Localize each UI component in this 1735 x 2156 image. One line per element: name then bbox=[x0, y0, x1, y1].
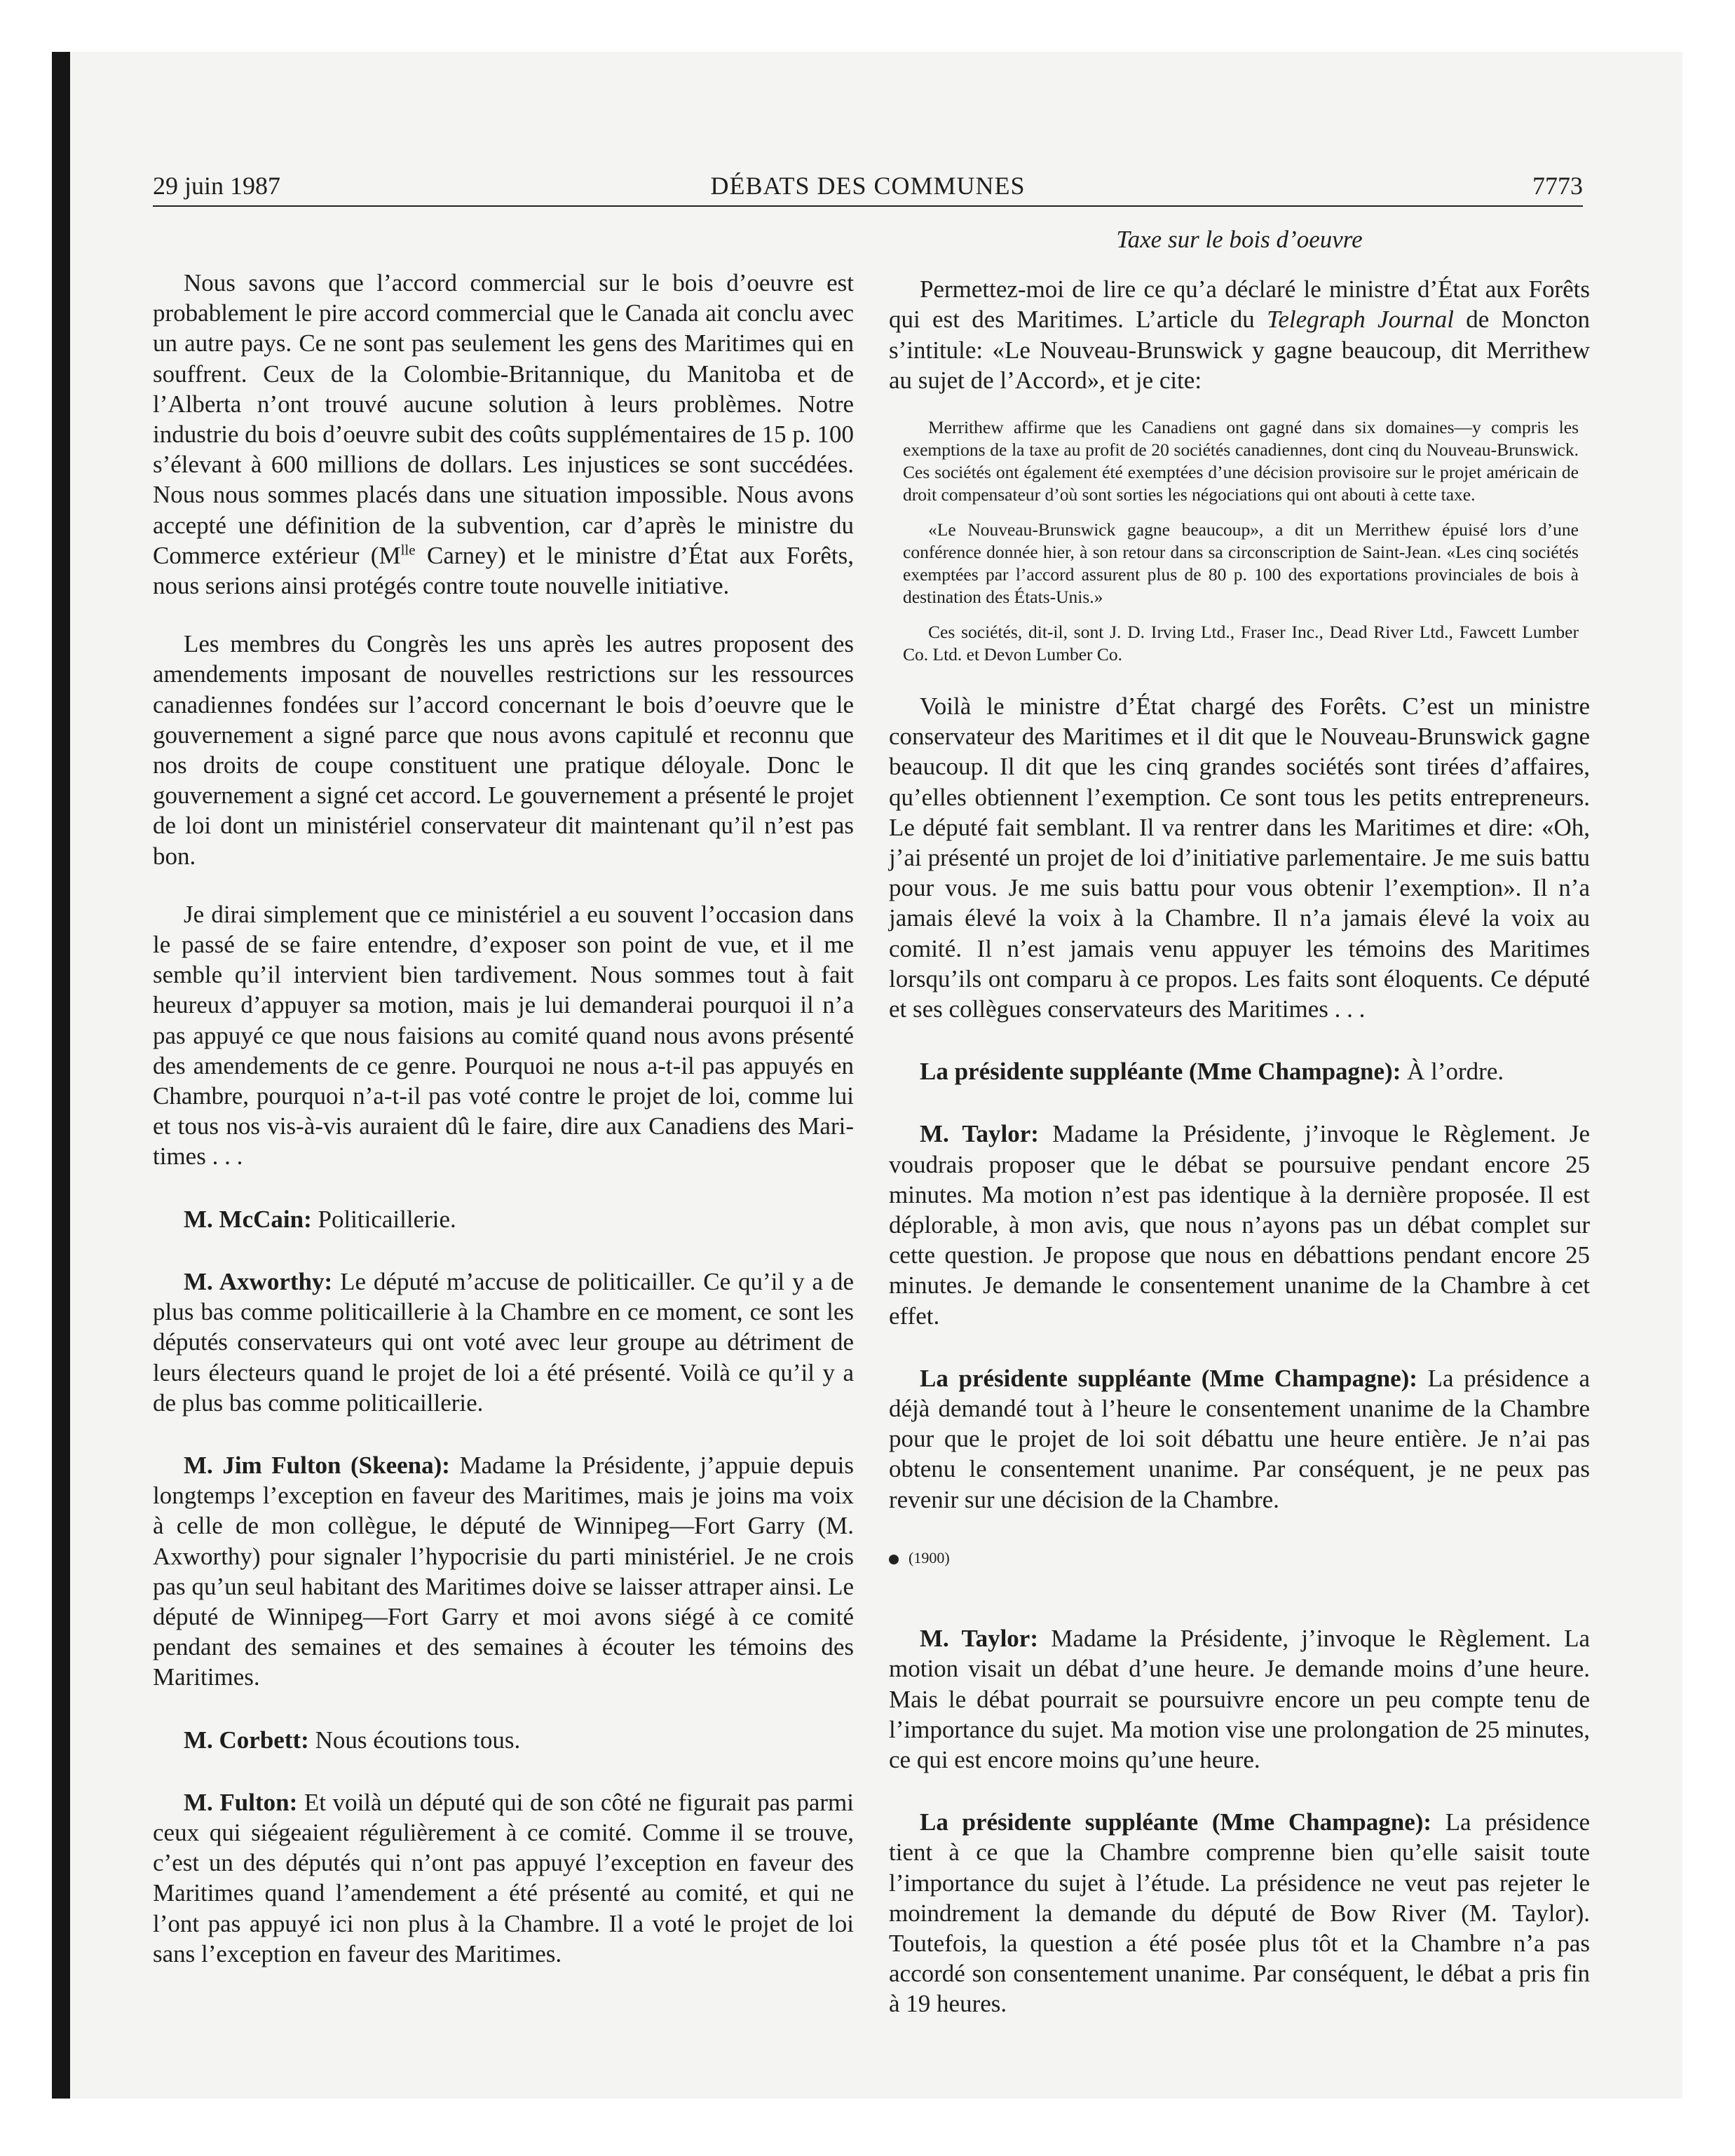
header-page-number: 7773 bbox=[1532, 172, 1583, 200]
speech: M. Axworthy: Le député m’accuse de politicailler. Ce qu’il y a de plus bas comme politicaillerie à la Chambre en ce moment, ce sont les députés conservateurs qui ont voté avec leur groupe au détriment de leurs électeurs quand le projet de loi a été présenté. Voilà ce qu’il y a de plus bas comme politicaillerie. bbox=[153, 1267, 854, 1417]
speech: La présidente suppléante (Mme Champagne): La présidence tient à ce que la Chambre comprenne bien qu’elle saisit toute l’importance du sujet à l’étude. La présidence ne veut pas rejeter le moindrement la demande du député de Bow River (M. Taylor). Toutefois, la question a été posée plus tôt et la Chambre n’a pas accordé son consentement unanime. Par conséquent, le débat a pris fin à 19 heures. bbox=[889, 1808, 1590, 2018]
speech: La présidente suppléante (Mme Champagne): La présidence a déjà demandé tout à l’heure le consentement unanime de la Chambre pour que le projet de loi soit débattu une heure entière. Je n’ai pas obtenu le consentement unanime. Par conséquent, je ne peux pas revenir sur une décision de la Chambre. bbox=[889, 1364, 1590, 1513]
speech: M. Jim Fulton (Skeena): Madame la Présidente, j’appuie depuis longtemps l’exception en faveur des Maritimes, mais je joins ma voix à celle de mon collègue, le député de Winnipeg—Fort Garry (M. Axworthy) pour signaler l’hypocrisie du parti ministériel. Je ne crois pas qu’un seul habitant des Maritimes doive se laisser attraper ainsi. Le député de Winnipeg—Fort Garry et moi avons siégé à ce comité pendant des semaines et des semaines à écouter les témoins des Maritimes. bbox=[153, 1451, 854, 1691]
right-column bbox=[889, 224, 1590, 2047]
paragraph: Permettez-moi de lire ce qu’a déclaré le ministre d’État aux Forêts qui est des Maritimes. L’article du Telegraph Journal de Moncton s’intitule: «Le Nouveau-Brunswick y gagne beaucoup, dit Merrithew au sujet de l’Accord», et je cite: bbox=[889, 275, 1590, 394]
speech: La présidente suppléante (Mme Champagne): À l’ordre. bbox=[920, 1058, 1504, 1086]
speaker-name: M. Fulton: bbox=[184, 1788, 298, 1816]
paragraph: Je dirai simplement que ce ministériel a eu souvent l’occasion dans le passé de se faire entendre, d’exposer son point de vue, et il me semble qu’il intervient bien tardivement. Nous sommes tout à fait heureux d’appuyer sa motion, mais je lui demanderai pourquoi il n’a pas appuyé ce que nous faisions au comité quand nous avons présenté des amendements de ce genre. Pourquoi ne nous a-t-il pas appuyés en Chambre, pourquoi n’a-t-il pas voté contre le projet de loi, comme lui et tous nos vis-à-vis auraient dû le faire, dire aux Canadiens des Maritimes . . . bbox=[153, 900, 854, 1171]
timestamp: (1900) bbox=[889, 1543, 1590, 1573]
section-title: Taxe sur le bois d’oeuvre bbox=[1116, 226, 1363, 253]
speaker-name: M. Taylor: bbox=[920, 1625, 1038, 1653]
header-rule bbox=[153, 205, 1583, 207]
quotation: «Le Nouveau-Brunswick gagne beaucoup», a dit un Merrithew épuisé lors d’une conférence donnée hier, à son retour dans sa circonscription de Saint-Jean. «Les cinq sociétés exemptées par l’accord assurent plus de 80 p. 100 des exportations provinciales de bois à destination des États-Unis.» bbox=[903, 519, 1579, 608]
speech: M. Fulton: Et voilà un député qui de son côté ne figurait pas parmi ceux qui siégeaient régulièrement à ce comité. Comme il se trouve, c’est un des députés qui n’ont pas appuyé l’exception en faveur des Maritimes quand l’amendement a été présenté au comité, et qui ne l’ont pas appuyé ici non plus à la Chambre. Il a voté le projet de loi sans l’exception en faveur des Maritimes. bbox=[153, 1788, 854, 1967]
header-date: 29 juin 1987 bbox=[153, 172, 281, 200]
bullet-icon bbox=[889, 1555, 899, 1564]
header-title: DÉBATS DES COMMUNES bbox=[710, 172, 1026, 200]
page-header bbox=[153, 171, 1583, 206]
scan-edge bbox=[52, 52, 70, 2099]
speaker-name: La présidente suppléante (Mme Champagne): bbox=[920, 1058, 1401, 1086]
speech: M. Corbett: Nous écoutions tous. bbox=[184, 1726, 521, 1754]
speech: M. Taylor: Madame la Présidente, j’invoque le Règlement. La motion visait un débat d’une heure. Je demande moins d’une heure. Mais le débat pourrait se poursuivre encore un peu compte tenu de l’importance du sujet. Ma motion vise une prolongation de 25 minutes, ce qui est encore moins qu’une heure. bbox=[889, 1625, 1590, 1773]
left-column bbox=[153, 224, 854, 1997]
paragraph: Voilà le ministre d’État chargé des Forêts. C’est un ministre conservateur des Maritimes et il dit que le Nouveau-Brunswick gagne beaucoup. Il dit que les cinq grandes sociétés sont tirées d’affaires, qu’elles obtiennent l’exemption. Ce sont tous les petits entrepreneurs. Le député fait semblant. Il va rentrer dans les Maritimes et dire: «Oh, j’ai présenté un projet de loi d’initiative parlementaire. Je me suis battu pour vous. Je me suis battu pour vous obtenir l’exemption». Il n’a jamais élevé la voix à la Chambre. Il n’a jamais élevé la voix au comité. Il n’est jamais venu appuyer les témoins des Maritimes lorsqu’ils ont comparu à ce propos. Les faits sont éloquents. Ce député et ses collègues conservateurs des Maritimes . . . bbox=[889, 692, 1590, 1023]
speaker-name: M. Taylor: bbox=[920, 1120, 1039, 1148]
speech: M. McCain: Politicaillerie. bbox=[184, 1205, 456, 1233]
speaker-name: M. McCain: bbox=[184, 1205, 312, 1233]
quotation: Ces sociétés, dit-il, sont J. D. Irving Ltd., Fraser Inc., Dead River Ltd., Fawcett Lumber Co. Ltd. et Devon Lumber Co. bbox=[903, 622, 1579, 665]
speaker-name: M. Axworthy: bbox=[184, 1267, 333, 1295]
speaker-name: M. Corbett: bbox=[184, 1726, 309, 1754]
speaker-name: La présidente suppléante (Mme Champagne): bbox=[920, 1364, 1417, 1392]
paragraph: Nous savons que l’accord commercial sur le bois d’oeuvre est probablement le pire accord commercial que le Canada ait conclu avec un autre pays. Ce ne sont pas seulement les gens des Maritimes qui en souffrent. Ceux de la Colombie-Britannique, du Manitoba et de l’Alberta n’ont trouvé aucune solution à leurs problèmes. Notre industrie du bois d’oeuvre subit des coûts supplémentaires de 15 p. 100 s’élevant à 600 millions de dollars. Les injustices se sont succédées. Nous nous sommes placés dans une situation impossible. Nous avons accepté une définition de la subvention, car d’après le ministre du Commerce extérieur ($M^{lle}$ Carney) et le ministre d’État aux Forêts, nous serions ainsi protégés contre toute nouvelle initiative. bbox=[153, 269, 854, 600]
speech: M. Taylor: Madame la Présidente, j’invoque le Règlement. Je voudrais proposer que le débat se poursuive pendant encore 25 minutes. Ma motion n’est pas identique à la dernière proposée. Il est déplorable, à mon avis, que nous n’ayons pas un débat complet sur cette question. Je propose que nous en débattions pendant encore 25 minutes. Je demande le consentement unanime de la Chambre à cet effet. bbox=[889, 1120, 1590, 1330]
speaker-name: La présidente suppléante (Mme Champagne): bbox=[920, 1808, 1432, 1836]
quotation: Merrithew affirme que les Canadiens ont gagné dans six domaines—y compris les exemptions de la taxe au profit de 20 sociétés canadiennes, dont cinq du Nouveau-Brunswick. Ces sociétés ont également été exemptées d’une décision provisoire sur le projet américain de droit compensateur d’où sont sorties les négociations qui ont abouti à cette taxe. bbox=[903, 417, 1579, 505]
speaker-name: M. Jim Fulton (Skeena): bbox=[184, 1451, 450, 1479]
paragraph: Les membres du Congrès les uns après les autres proposent des amendements imposant de nouvelles restrictions sur les ressources canadiennes fondées sur l’accord concernant le bois d’oeuvre que le gouvernement a signé parce que nous avons capitulé et reconnu que nos droits de coupe constituent une pratique déloyale. Donc le gouvernement a signé cet accord. Le gouvernement a présenté le projet de loi dont un ministériel conservateur dit maintenant qu’il n’est pas bon. bbox=[153, 630, 854, 870]
